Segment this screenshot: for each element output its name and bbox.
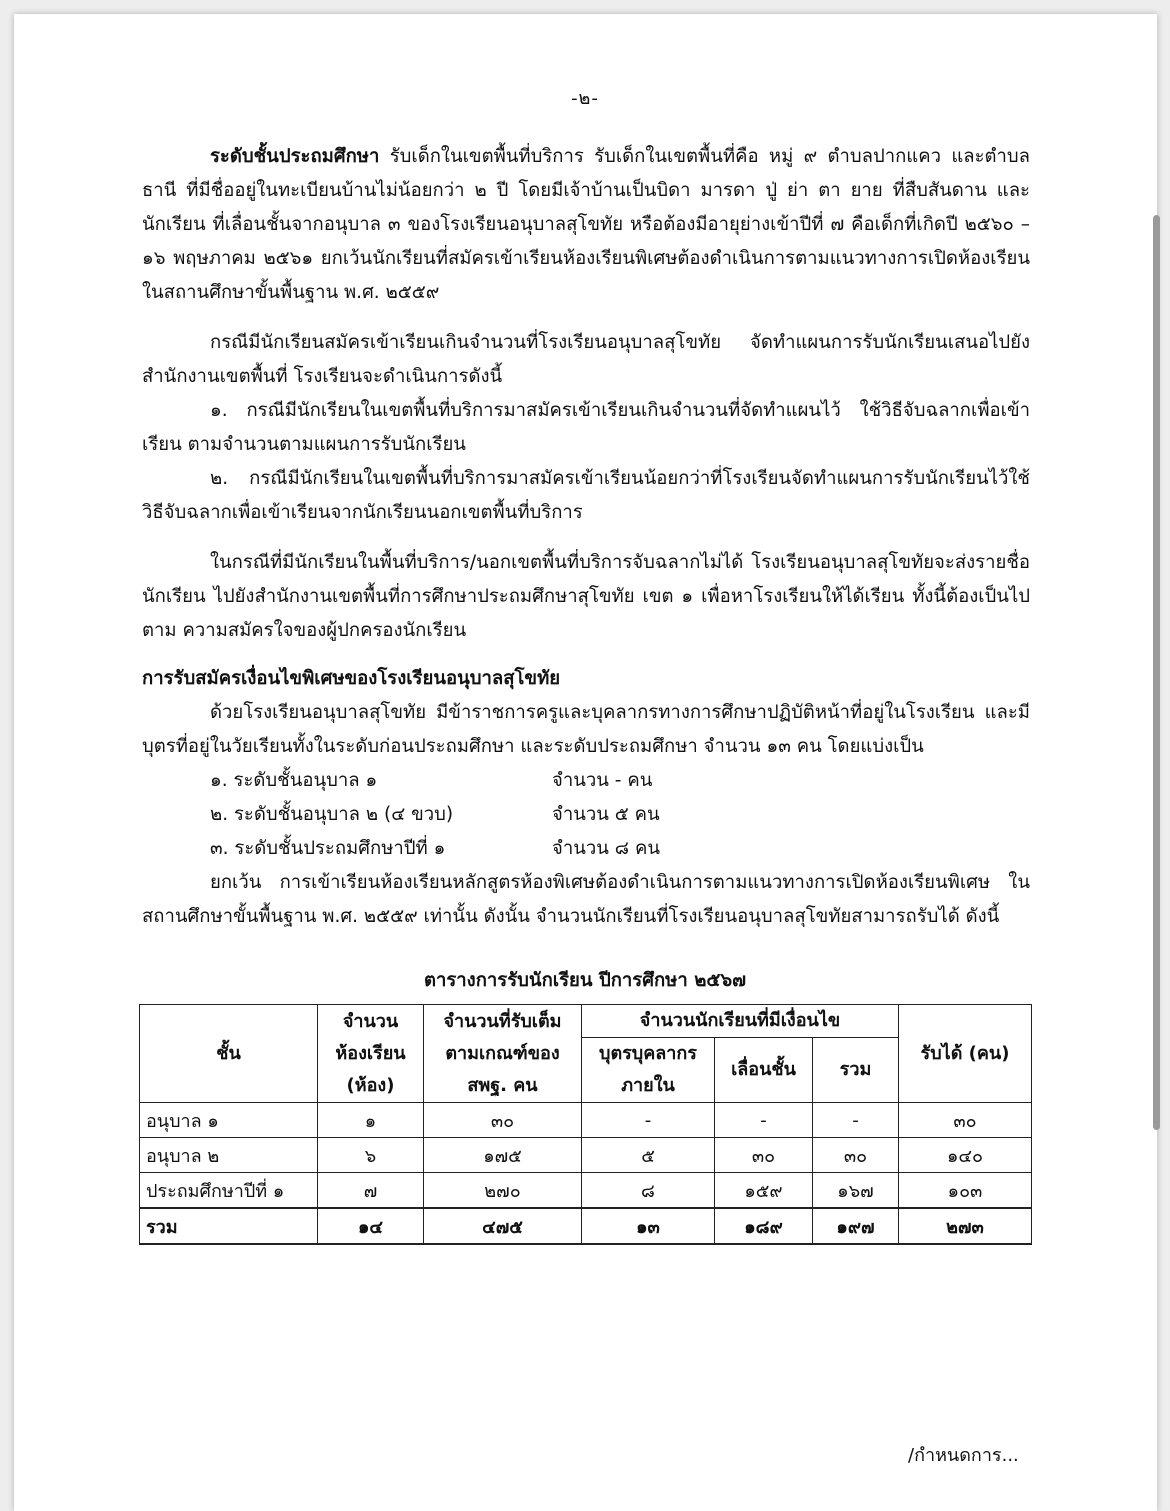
- cell-promoted: ๑๘๙: [715, 1208, 813, 1244]
- cell-staff-children: ๑๓: [582, 1208, 715, 1244]
- page-number: -๒-: [571, 88, 599, 109]
- cell-sum: ๓๐: [813, 1138, 899, 1173]
- paragraph-exception: ยกเว้น การเข้าเรียนห้องเรียนหลักสูตรห้องพิเศษต้องดำเนินการตามแนวทางการเปิดห้องเรียนพิเศษ ในสถานศึกษาขั้นพื้นฐาน พ.ศ. ๒๕๕๙ เท่านั้น ดังนั้น จำนวนนักเรียนที่โรงเรียนอนุบาลสุโขทัยสามารถรับได้ ดังนี้: [142, 872, 1030, 927]
- paragraph-case-2: ๒. กรณีมีนักเรียนในเขตพื้นที่บริการมาสมัครเข้าเรียนน้อยกว่าที่โรงเรียนจัดทำแผนการรับนักเรียนไว้ใช้ วิธีจับฉลากเพื่อเข้าเรียนจากนักเรียนนอกเขตพื้นที่บริการ: [142, 468, 1030, 523]
- paragraph-over-capacity: กรณีมีนักเรียนสมัครเข้าเรียนเกินจำนวนที่โรงเรียนอนุบาลสุโขทัย จัดทำแผนการรับนักเรียนเสนอไปยัง สำนักงานเขตพื้นที่ โรงเรียนจะดำเนินการดังนี้: [142, 332, 1030, 387]
- list-item: [142, 764, 1030, 798]
- paragraph-staff-children: ด้วยโรงเรียนอนุบาลสุโขทัย มีข้าราชการครูและบุคลากรทางการศึกษาปฏิบัติหน้าที่อยู่ในโรงเรียน และมีบุตรที่อยู่ในวัยเรียนทั้งในระดับก่อนประถมศึกษา และระดับประถมศึกษา จำนวน ๑๓ คน โดยแบ่งเป็น: [142, 702, 1030, 757]
- cell-admit: ๑๔๐: [899, 1138, 1032, 1173]
- list-item-value: จำนวน ๘ คน: [552, 838, 660, 859]
- cell-level: อนุบาล ๑: [140, 1103, 318, 1138]
- cell-capacity: ๒๗๐: [424, 1173, 582, 1209]
- header-rooms: จำนวน ห้องเรียน (ห้อง): [318, 1005, 424, 1103]
- table-row: [140, 1173, 1032, 1209]
- cell-admit: ๒๗๓: [899, 1208, 1032, 1244]
- header-sum: รวม: [813, 1038, 899, 1103]
- list-item-value: จำนวน ๕ คน: [552, 804, 660, 825]
- paragraph-text: รับเด็กในเขตพื้นที่บริการ รับเด็กในเขตพื้นที่คือ หมู่ ๙ ตำบลปากแคว และตำบลธานี ที่มีชื่ออยู่ในทะเบียนบ้านไม่น้อยกว่า ๒ ปี โดยมีเจ้าบ้านเป็นบิดา มารดา ปู่ ย่า ตา ยาย ที่สืบสันดาน และนักเรียน ที่เลื่อนชั้นจากอนุบาล ๓ ของโรงเรียนอนุบาลสุโขทัย หรือต้องมีอายุย่างเข้าปีที่ ๗ คือเด็กที่เกิดปี ๒๕๖๐ – ๑๖ พฤษภาคม ๒๕๖๑ ยกเว้นนักเรียนที่สมัครเข้าเรียนห้องเรียนพิเศษต้องดำเนินการตามแนวทางการเปิดห้องเรียน ในสถานศึกษาขั้นพื้นฐาน พ.ศ. ๒๕๕๙: [142, 146, 1030, 303]
- list-item-label: ๑. ระดับชั้นอนุบาล ๑: [210, 770, 378, 791]
- list-item-label: ๒. ระดับชั้นอนุบาล ๒ (๔ ขวบ): [210, 804, 454, 825]
- continuation-note: /กำหนดการ...: [908, 1445, 1019, 1466]
- list-item: [142, 832, 1030, 866]
- cell-admit: ๓๐: [899, 1103, 1032, 1138]
- cell-promoted: -: [715, 1103, 813, 1138]
- cell-sum: ๑๖๗: [813, 1173, 899, 1209]
- cell-capacity: ๔๗๕: [424, 1208, 582, 1244]
- table-total-row: [140, 1208, 1032, 1244]
- cell-level: อนุบาล ๒: [140, 1138, 318, 1173]
- cell-capacity: ๑๗๕: [424, 1138, 582, 1173]
- header-capacity: จำนวนที่รับเต็ม ตามเกณฑ์ของ สพฐ. คน: [424, 1005, 582, 1103]
- cell-level: ประถมศึกษาปีที่ ๑: [140, 1173, 318, 1209]
- cell-promoted: ๓๐: [715, 1138, 813, 1173]
- header-admit: รับได้ (คน): [899, 1005, 1032, 1103]
- list-item-value: จำนวน - คน: [552, 770, 653, 791]
- cell-rooms: ๑๔: [318, 1208, 424, 1244]
- table-title: ตารางการรับนักเรียน ปีการศึกษา ๒๕๖๗: [423, 970, 747, 991]
- cell-staff-children: ๕: [582, 1138, 715, 1173]
- cell-staff-children: ๘: [582, 1173, 715, 1209]
- paragraph-lead: ระดับชั้นประถมศึกษา: [210, 146, 380, 167]
- document-body: [142, 140, 1030, 934]
- paragraph-primary-level: [142, 140, 1030, 310]
- cell-rooms: ๗: [318, 1173, 424, 1209]
- list-item: [142, 798, 1030, 832]
- header-level: ชั้น: [140, 1005, 318, 1103]
- cell-rooms: ๑: [318, 1103, 424, 1138]
- cell-promoted: ๑๕๙: [715, 1173, 813, 1209]
- paragraph-case-1: ๑. กรณีมีนักเรียนในเขตพื้นที่บริการมาสมัครเข้าเรียนเกินจำนวนที่จัดทำแผนไว้ ใช้วิธีจับฉลากเพื่อเข้าเรียน ตามจำนวนตามแผนการรับนักเรียน: [142, 400, 1030, 455]
- cell-capacity: ๓๐: [424, 1103, 582, 1138]
- table-row: [140, 1103, 1032, 1138]
- special-conditions-heading: การรับสมัครเงื่อนไขพิเศษของโรงเรียนอนุบาลสุโขทัย: [142, 668, 561, 689]
- header-conditional: จำนวนนักเรียนที่มีเงื่อนไข: [582, 1005, 899, 1038]
- header-promoted: เลื่อนชั้น: [715, 1038, 813, 1103]
- paragraph-lottery-fail: ในกรณีที่มีนักเรียนในพื้นที่บริการ/นอกเขตพื้นที่บริการจับฉลากไม่ได้ โรงเรียนอนุบาลสุโขทัยจะส่งรายชื่อนักเรียน ไปยังสำนักงานเขตพื้นที่การศึกษาประถมศึกษาสุโขทัย เขต ๑ เพื่อหาโรงเรียนให้ได้เรียน ทั้งนี้ต้องเป็นไปตาม ความสมัครใจของผู้ปกครองนักเรียน: [142, 552, 1030, 641]
- cell-admit: ๑๐๓: [899, 1173, 1032, 1209]
- header-staff-children: บุตรบุคลากร ภายใน: [582, 1038, 715, 1103]
- cell-sum: ๑๙๗: [813, 1208, 899, 1244]
- cell-level: รวม: [140, 1208, 318, 1244]
- cell-sum: -: [813, 1103, 899, 1138]
- table-row: [140, 1138, 1032, 1173]
- admission-table: [139, 1004, 1032, 1245]
- cell-staff-children: -: [582, 1103, 715, 1138]
- list-item-label: ๓. ระดับชั้นประถมศึกษาปีที่ ๑: [210, 838, 446, 859]
- cell-rooms: ๖: [318, 1138, 424, 1173]
